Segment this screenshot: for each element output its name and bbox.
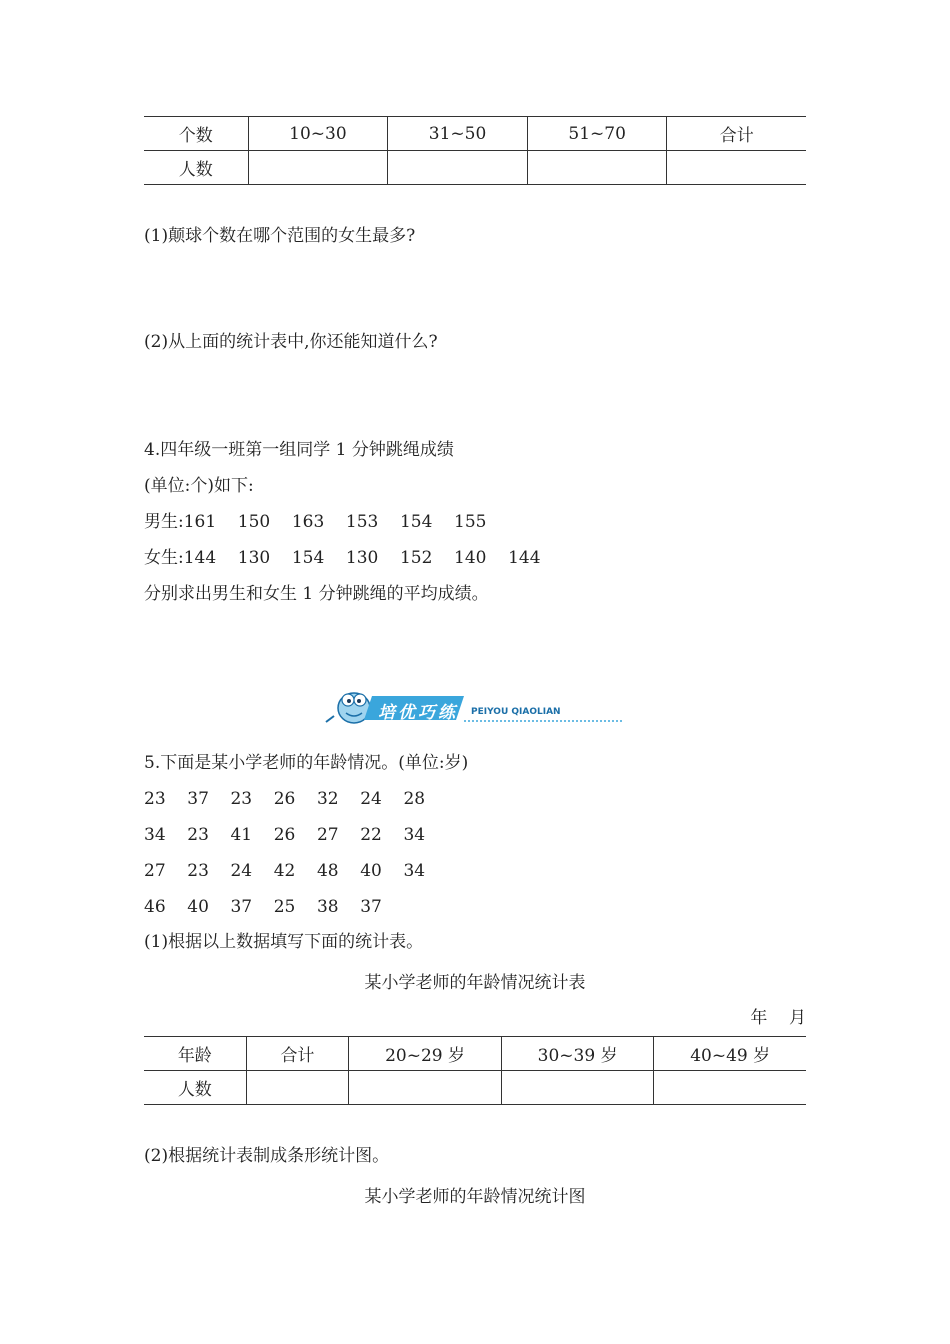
data-row: 23 37 23 26 32 24 28 xyxy=(144,789,426,809)
data-row: 46 40 37 25 38 37 xyxy=(144,897,382,917)
table-header-cell: 51~70 xyxy=(527,117,667,151)
banner-subtitle: PEIYOU QIAOLIAN xyxy=(471,707,561,717)
question-3-2: (2)从上面的统计表中,你还能知道什么? xyxy=(144,332,438,352)
date-label: 年 月 xyxy=(750,1008,806,1028)
data-row: 34 23 41 26 27 22 34 xyxy=(144,825,426,845)
table-header-cell: 年龄 xyxy=(144,1037,246,1071)
blank-cell[interactable] xyxy=(667,151,806,185)
table-row xyxy=(144,151,806,185)
blank-cell[interactable] xyxy=(654,1071,806,1105)
question-4-ask: 分别求出男生和女生 1 分钟跳绳的平均成绩。 xyxy=(144,584,489,604)
data-row: 27 23 24 42 48 40 34 xyxy=(144,861,426,881)
table-row-label: 人数 xyxy=(144,151,248,185)
blank-cell[interactable] xyxy=(246,1071,349,1105)
table-header-cell: 合计 xyxy=(667,117,806,151)
table-header-cell: 合计 xyxy=(246,1037,349,1071)
blank-cell[interactable] xyxy=(527,151,667,185)
banner-ribbon xyxy=(324,686,626,726)
table-row xyxy=(144,1071,806,1105)
table-header-cell: 个数 xyxy=(144,117,248,151)
question-5-sub2: (2)根据统计表制成条形统计图。 xyxy=(144,1146,390,1166)
question-4-title: 4.四年级一班第一组同学 1 分钟跳绳成绩 xyxy=(144,440,454,460)
table-header-cell: 10~30 xyxy=(248,117,388,151)
section-banner xyxy=(324,686,626,726)
blank-cell[interactable] xyxy=(388,151,528,185)
question-4-unit: (单位:个)如下: xyxy=(144,476,254,496)
table-row-label: 人数 xyxy=(144,1071,246,1105)
blank-cell[interactable] xyxy=(349,1071,502,1105)
ball-count-table xyxy=(144,116,806,185)
table-header-cell: 40~49 岁 xyxy=(654,1037,806,1071)
question-5-title: 5.下面是某小学老师的年龄情况。(单位:岁) xyxy=(144,753,469,773)
question-3-1: (1)颠球个数在哪个范围的女生最多? xyxy=(144,226,416,246)
table-title: 某小学老师的年龄情况统计表 xyxy=(364,973,586,993)
table-header-cell: 20~29 岁 xyxy=(349,1037,502,1071)
table-header-cell: 30~39 岁 xyxy=(501,1037,654,1071)
blank-cell[interactable] xyxy=(501,1071,654,1105)
blank-cell[interactable] xyxy=(248,151,388,185)
table-header-row xyxy=(144,117,806,151)
table-header-row xyxy=(144,1037,806,1071)
table-header-cell: 31~50 xyxy=(388,117,528,151)
banner-title xyxy=(378,698,458,723)
question-4-boys: 男生:161 150 163 153 154 155 xyxy=(144,512,487,532)
question-5-sub1: (1)根据以上数据填写下面的统计表。 xyxy=(144,932,424,952)
chart-title: 某小学老师的年龄情况统计图 xyxy=(364,1187,586,1207)
age-table xyxy=(144,1036,806,1105)
question-4-girls: 女生:144 130 154 130 152 140 144 xyxy=(144,548,541,568)
banner-title-text: 培优巧练 xyxy=(378,703,458,723)
